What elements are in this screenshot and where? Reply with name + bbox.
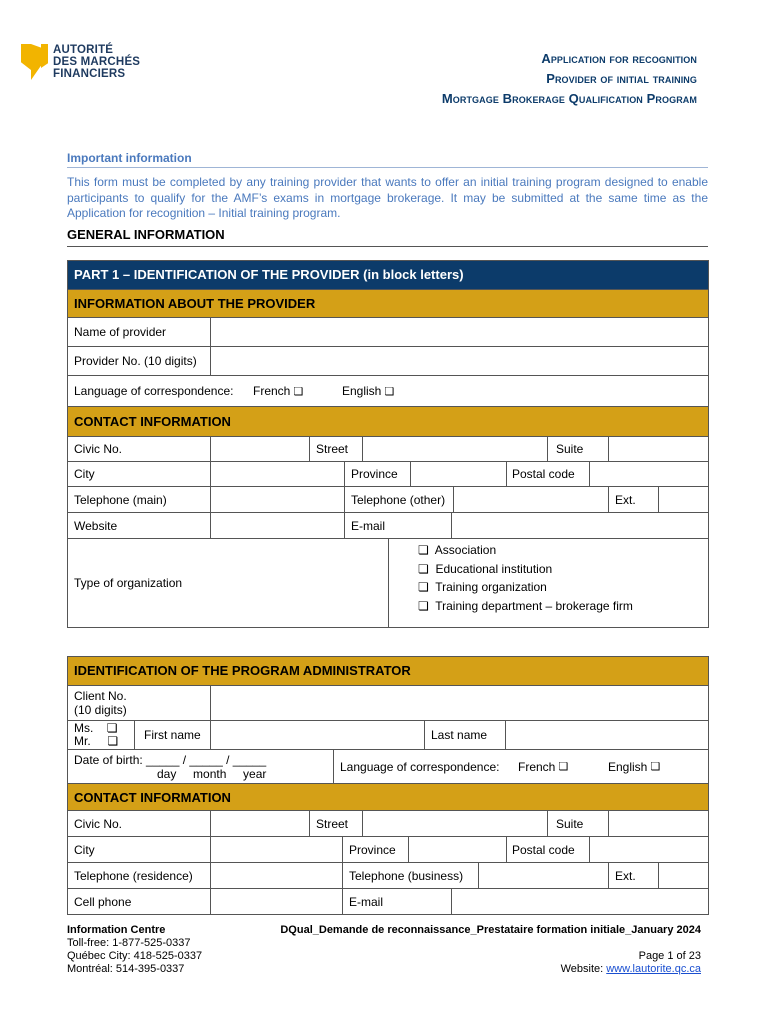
tel-business-field[interactable] [479, 863, 609, 888]
admin-civic-field[interactable] [211, 811, 309, 836]
footer-page: Page 1 of 23 [638, 950, 701, 962]
admin-suite-field[interactable] [609, 811, 708, 836]
title-checkboxes [68, 721, 134, 749]
footer-centre: Information Centre [67, 924, 166, 936]
admin-ext-field[interactable] [659, 863, 708, 888]
provider-name-field[interactable] [211, 318, 708, 346]
provider-info-title: INFORMATION ABOUT THE PROVIDER [68, 289, 708, 317]
amf-logo [21, 44, 140, 80]
admin-telephone-row [68, 862, 708, 888]
cell-phone-field[interactable] [211, 889, 342, 914]
admin-cell-row [68, 888, 708, 914]
org-option-training-org[interactable]: ❏ Training organization [418, 580, 547, 594]
telephone-row [68, 486, 708, 512]
postal-field[interactable] [590, 462, 708, 486]
admin-email-label: E-mail [349, 894, 384, 909]
postal-label: Postal code [512, 467, 575, 481]
footer-docname: DQual_Demande de reconnaissance_Prestataire formation initiale_January 2024 [280, 924, 701, 936]
title-line-2: Provider of initial training [546, 71, 697, 86]
admin-province-field[interactable] [409, 837, 506, 862]
org-type-label: Type of organization [74, 576, 183, 590]
admin-province-label: Province [349, 842, 396, 857]
civic-field[interactable] [211, 437, 309, 461]
website-field[interactable] [211, 513, 344, 538]
client-no-label: Client No. (10 digits) [74, 689, 127, 717]
provider-number-label: Provider No. (10 digits) [74, 354, 197, 368]
french-checkbox[interactable]: French ❏ [253, 384, 304, 398]
important-info-heading: Important information [67, 151, 708, 168]
document-title [442, 49, 697, 109]
general-info-heading: GENERAL INFORMATION [67, 227, 708, 247]
ms-checkbox[interactable]: Ms. ❏ [74, 721, 118, 735]
city-row [68, 461, 708, 486]
provider-contact-title: CONTACT INFORMATION [68, 406, 708, 436]
admin-postal-field[interactable] [590, 837, 708, 862]
dob-field[interactable]: Date of birth: _____ / _____ / _____ day month year [74, 752, 267, 781]
footer-doc-info [280, 924, 701, 976]
admin-english-checkbox[interactable]: English ❏ [608, 759, 661, 774]
org-option-association[interactable]: ❏ Association [418, 543, 497, 557]
last-name-label: Last name [431, 728, 488, 742]
footer-contact [67, 924, 202, 976]
email-label: E-mail [351, 518, 386, 533]
street-label: Street [316, 442, 349, 456]
mr-checkbox[interactable]: Mr. ❏ [74, 734, 119, 748]
admin-ext-label: Ext. [615, 868, 636, 883]
footer-tollfree: Toll-free: 1-877-525-0337 [67, 937, 191, 949]
amf-logo-mark-icon [21, 44, 49, 80]
org-option-training-dept[interactable]: ❏ Training department – brokerage firm [418, 598, 633, 613]
tel-business-label: Telephone (business) [349, 868, 464, 883]
first-name-field[interactable] [211, 721, 424, 749]
admin-suite-label: Suite [556, 816, 584, 831]
footer-montreal: Montréal: 514-395-0337 [67, 963, 185, 975]
important-info-text: This form must be completed by any training provider that wants to offer an initial training program designed to enable participants to qualify for the AMF’s exams in mortgage brokerage. It may be submitted at the same time as the Application for recognition – Initial training program. [67, 175, 708, 220]
organization-type-row [68, 538, 708, 627]
footer-quebec: Québec City: 418-525-0337 [67, 950, 203, 962]
province-field[interactable] [411, 462, 506, 486]
org-type-options [418, 541, 633, 615]
website-link[interactable]: www.lautorite.qc.ca [606, 963, 701, 975]
tel-other-label: Telephone (other) [351, 492, 446, 507]
english-checkbox[interactable]: English ❏ [342, 384, 395, 398]
tel-main-field[interactable] [211, 487, 344, 512]
website-row [68, 512, 708, 538]
ext-label: Ext. [615, 492, 636, 507]
client-no-row [68, 685, 708, 720]
title-line-3: Mortgage Brokerage Qualification Program [441, 91, 697, 106]
part1-title: PART 1 – IDENTIFICATION OF THE PROVIDER (in block letters) [68, 261, 708, 289]
admin-postal-label: Postal code [512, 842, 575, 857]
client-no-field[interactable] [211, 686, 708, 720]
admin-title: IDENTIFICATION OF THE PROGRAM ADMINISTRATOR [68, 657, 708, 685]
ext-field[interactable] [659, 487, 708, 512]
suite-field[interactable] [609, 437, 708, 461]
address-row [68, 436, 708, 461]
email-field[interactable] [452, 513, 708, 538]
cell-phone-label: Cell phone [74, 894, 132, 909]
footer-website: Website: www.lautorite.qc.ca [560, 963, 701, 975]
dob-row [68, 749, 708, 783]
province-label: Province [351, 467, 398, 481]
provider-name-label: Name of provider [74, 325, 167, 339]
admin-french-checkbox[interactable]: French ❏ [518, 759, 569, 774]
language-label: Language of correspondence: [74, 384, 234, 398]
admin-contact-title: CONTACT INFORMATION [68, 783, 708, 810]
admin-city-row [68, 836, 708, 862]
admin-city-field[interactable] [211, 837, 344, 862]
title-line-1: Application for recognition [541, 51, 697, 66]
website-label: Website [74, 518, 118, 533]
provider-language-row [68, 375, 708, 406]
city-field[interactable] [211, 462, 344, 486]
street-field[interactable] [363, 437, 547, 461]
admin-city-label: City [74, 842, 95, 857]
name-row [68, 720, 708, 749]
provider-number-row [68, 346, 708, 375]
provider-name-row [68, 317, 708, 346]
org-option-educational[interactable]: ❏ Educational institution [418, 561, 553, 576]
provider-number-field[interactable] [211, 347, 708, 375]
admin-form [67, 656, 709, 915]
tel-other-field[interactable] [454, 487, 608, 512]
last-name-field[interactable] [506, 721, 708, 749]
suite-label: Suite [556, 442, 584, 456]
admin-address-row [68, 810, 708, 836]
admin-language-label: Language of correspondence: [340, 759, 500, 774]
admin-street-field[interactable] [363, 811, 547, 836]
tel-residence-field[interactable] [211, 863, 342, 888]
tel-residence-label: Telephone (residence) [74, 868, 193, 883]
admin-civic-label: Civic No. [74, 816, 123, 831]
part1-form [67, 260, 709, 628]
admin-email-field[interactable] [452, 889, 708, 914]
logo-text: AUTORITÉ DES MARCHÉS FINANCIERS [53, 44, 141, 80]
admin-street-label: Street [316, 816, 349, 831]
first-name-label: First name [144, 728, 201, 742]
civic-label: Civic No. [74, 442, 123, 456]
city-label: City [74, 467, 95, 481]
tel-main-label: Telephone (main) [74, 492, 167, 507]
